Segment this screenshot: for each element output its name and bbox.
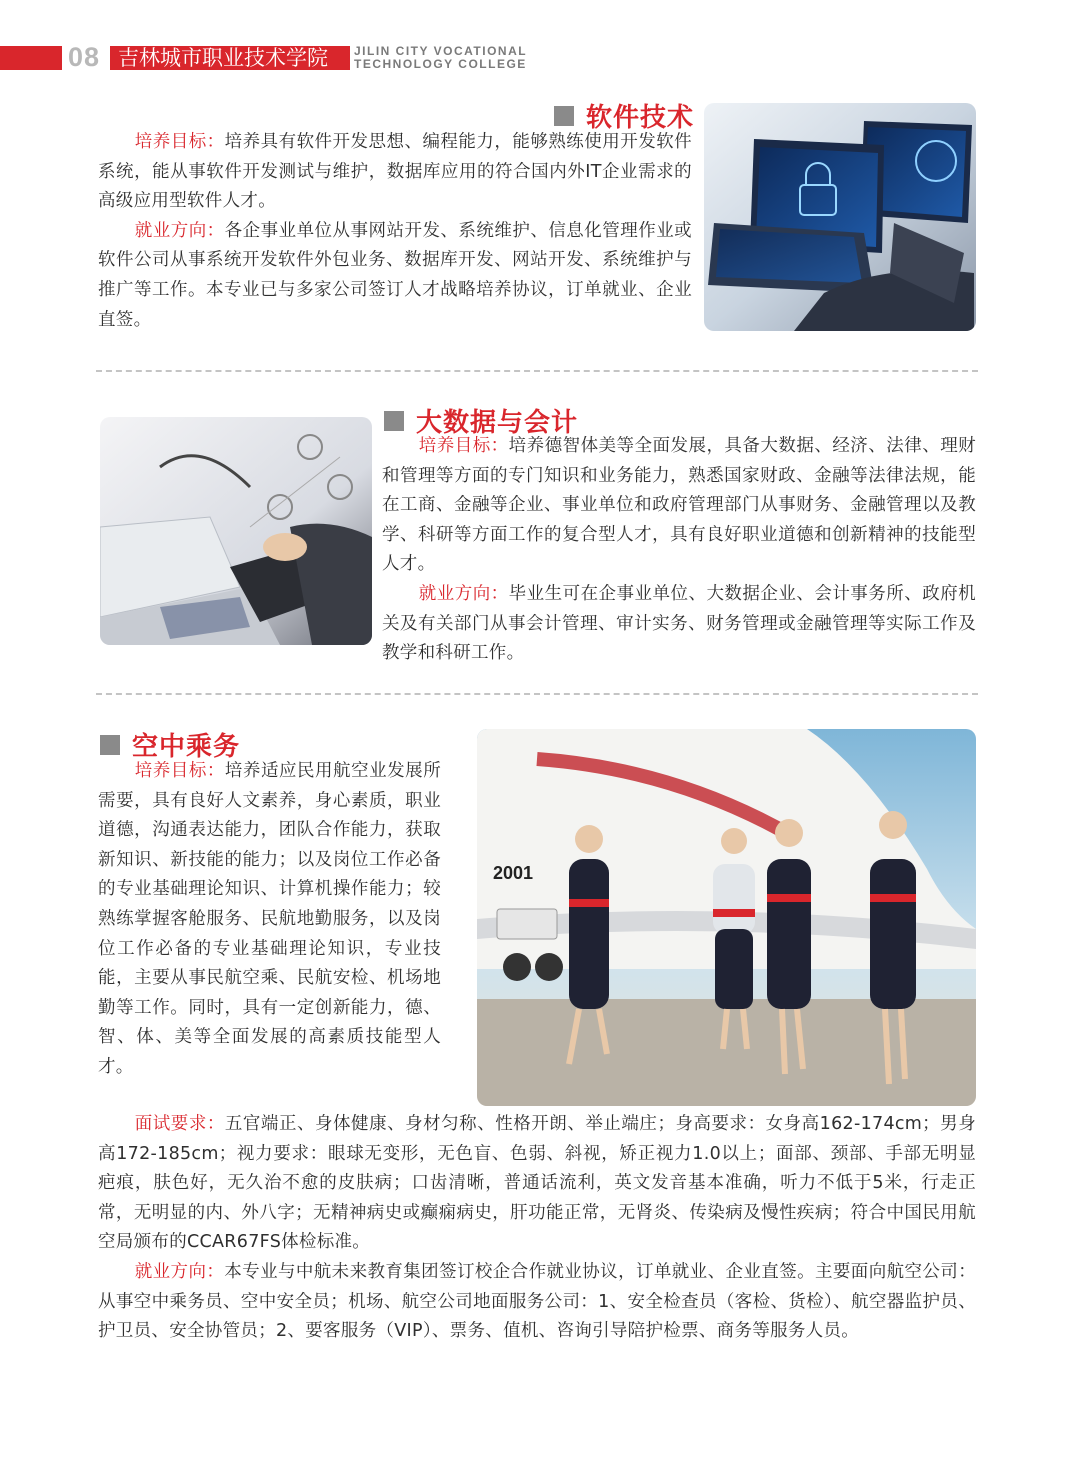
- career-label: 就业方向：: [418, 583, 509, 604]
- goal-label: 培养目标：: [134, 132, 225, 152]
- school-name-en: [354, 45, 527, 71]
- accounting-career: [382, 580, 976, 669]
- interview-text: 五官端正、身体健康、身材匀称、性格开朗、举止端庄；身高要求：女身高162-174cm；男身高172-185cm；视力要求：眼球无变形，无色盲、色弱、斜视，矫正视力1.0以上；面部、颈部、手部无明显疤痕，肤色好，无久治不愈的皮肤病；口齿清晰，普通话流利，英文发音基本准确，听力不低于5米，行走正常，无明显的内、外八字；无精神病史或癫痫病史，肝功能正常，无肾炎、传染病及慢性疾病；符合中国民用航空局颁布的CCAR67FS体检标准。: [98, 1114, 976, 1253]
- flight-interview: [98, 1110, 976, 1258]
- accounting-text: [382, 432, 976, 669]
- goal-text: 培养具有软件开发思想、编程能力，能够熟练使用开发软件系统，能从事软件开发测试与维护，数据库应用的符合国内外IT企业需求的高级应用型软件人才。: [98, 132, 692, 212]
- flight-goal: [98, 757, 441, 1083]
- title-square-icon: [554, 106, 574, 126]
- page-number: 08: [68, 42, 101, 72]
- interview-label: 面试要求：: [134, 1114, 225, 1134]
- section-title-text: 大数据与会计: [416, 408, 579, 438]
- school-name-cn: 吉林城市职业技术学院: [118, 46, 328, 70]
- career-text: 毕业生可在企事业单位、大数据企业、会计事务所、政府机关及有关部门从事会计管理、审计实务、财务管理或金融管理等实际工作及教学和科研工作。: [382, 583, 976, 664]
- flight-requirements-text: [98, 1110, 976, 1347]
- accounting-photo: [100, 417, 372, 645]
- goal-text: 培养适应民用航空业发展所需要，具有良好人文素养，身心素质，职业道德，沟通表达能力，团队合作能力，获取新知识、新技能的能力；以及岗位工作必备的专业基础理论知识、计算机操作能力；较熟练掌握客舱服务、民航地勤服务，以及岗位工作必备的专业基础理论知识，专业技能，主要从事民航空乘、民航安检、机场地勤等工作。同时，具有一定创新能力，德、智、体、美等全面发展的高素质技能型人才。: [98, 761, 441, 1077]
- section-divider: [96, 693, 978, 695]
- software-photo: [704, 103, 976, 331]
- flight-goal-text: [98, 757, 441, 1083]
- goal-label: 培养目标：: [418, 436, 509, 456]
- section-title-text: 空中乘务: [132, 732, 241, 762]
- career-label: 就业方向：: [134, 220, 225, 241]
- flight-attendants-photo: [477, 729, 976, 1106]
- software-goal: [98, 128, 692, 217]
- aircraft-number: 2001: [493, 863, 534, 883]
- goal-label: 培养目标：: [134, 761, 225, 781]
- software-career: [98, 217, 692, 335]
- career-text: 本专业与中航未来教育集团签订校企合作就业协议，订单就业、企业直签。主要面向航空公司：从事空中乘务员、空中安全员；机场、航空公司地面服务公司：1、安全检查员（客检、货检）、航空器监护员、护卫员、安全协管员；2、要客服务（VIP）、票务、值机、咨询引导陪护检票、商务等服务人员。: [98, 1261, 976, 1342]
- career-text: 各企事业单位从事网站开发、系统维护、信息化管理作业或软件公司从事系统开发软件外包业务、数据库开发、网站开发、系统维护与推广等工作。本专业已与多家公司签订人才战略培养协议，订单就业、企业直签。: [98, 220, 692, 330]
- school-name-en-line1: JILIN CITY VOCATIONAL: [354, 44, 528, 58]
- accounting-goal: [382, 432, 976, 580]
- title-square-icon: [100, 735, 120, 755]
- section-title-text: 软件技术: [586, 103, 695, 133]
- goal-text: 培养德智体美等全面发展，具备大数据、经济、法律、理财和管理等方面的专门知识和业务能力，熟悉国家财政、金融等法律法规，能在工商、金融等企业、事业单位和政府管理部门从事财务、金融管理以及教学、科研等方面工作的复合型人才，具有良好职业道德和创新精神的技能型人才。: [382, 436, 976, 575]
- section-divider: [96, 370, 978, 372]
- flight-career: [98, 1258, 976, 1347]
- title-square-icon: [384, 411, 404, 431]
- header-red-bar: [0, 46, 62, 70]
- school-name-en-line2: TECHNOLOGY COLLEGE: [354, 57, 527, 71]
- career-label: 就业方向：: [134, 1261, 225, 1282]
- software-text: [98, 128, 692, 335]
